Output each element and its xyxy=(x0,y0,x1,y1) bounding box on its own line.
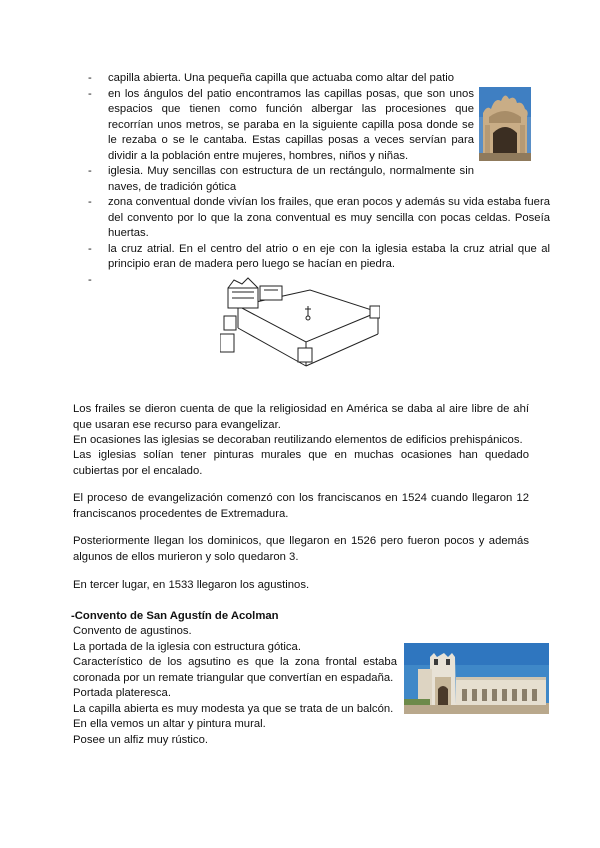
paragraph-franciscanos: El proceso de evangelización comenzó con los franciscanos en 1524 cuando llegaron 12 franciscanos procedentes de Extremadura. xyxy=(73,492,529,520)
bullet-capillas-posas: - en los ángulos del patio encontramos las capillas posas, que son unos espacios que tienen como función albergar las procesiones que recorrían unos metros, se paraba en la siguiente capilla posa donde se le rezaba o se le cantaba. Estas capillas posas a veces servían para dividir a la población entre mujeres, hombres, niños y niñas. xyxy=(88,87,474,165)
section-heading xyxy=(71,609,279,625)
acolman-line: La capilla abierta es muy modesta ya que se trata de un balcón. xyxy=(73,702,394,715)
bullet-cruz-atrial: - la cruz atrial. En el centro del atrio o en eje con la iglesia estaba la cruz atrial que al principio eran de madera pero luego se hacían en piedra. xyxy=(88,242,550,273)
acolman-notes xyxy=(73,624,397,748)
paragraph-dominicos: Posteriormente llegan los dominicos, que llegaron en 1526 pero fueron pocos y además algunos de ellos murieron y solo quedaron 3. xyxy=(73,535,529,563)
acolman-convent-photo xyxy=(404,643,549,714)
bullet-zona-conventual: - zona conventual donde vivían los frailes, que eran pocos y además su vida estaba fuera del convento por lo que la zona conventual es muy sencilla con pocas celdas. Poseía huertas. xyxy=(88,195,550,242)
section-heading-prefix: - xyxy=(71,610,75,622)
paragraph-agustinos: En tercer lugar, en 1533 llegaron los agustinos. xyxy=(73,579,310,591)
acolman-line: En ella vemos un altar y pintura mural. xyxy=(73,718,266,730)
acolman-line: Portada plateresca. xyxy=(73,687,171,699)
acolman-line: La portada de la iglesia con estructura gótica. xyxy=(73,640,301,653)
bullet-list xyxy=(88,71,550,288)
paragraph-pinturas: Las iglesias solían tener pinturas murales que en muchas ocasiones han quedado cubiertas por el encalado. xyxy=(73,449,529,477)
acolman-line: Característico de los agsutino es que la zona frontal estaba coronada por un remate triangular que convertían en espadaña. xyxy=(73,656,397,684)
paragraph-frailes: Los frailes se dieron cuenta de que la religiosidad en América se daba al aire libre de ahí que usaran ese recurso para evangelizar. xyxy=(73,403,529,431)
capilla-posa-photo xyxy=(479,87,531,161)
acolman-line: Posee un alfiz muy rústico. xyxy=(73,733,208,746)
bullet-capilla-abierta: - capilla abierta. Una pequeña capilla que actuaba como altar del patio xyxy=(88,71,550,87)
section-heading-text: Convento de San Agustín de Acolman xyxy=(74,610,279,622)
paragraph-decoracion: En ocasiones las iglesias se decoraban reutilizando elementos de edificios prehispánicos. xyxy=(73,434,523,446)
acolman-line: Convento de agustinos. xyxy=(73,625,192,637)
bullet-iglesia: - iglesia. Muy sencillas con estructura de un rectángulo, normalmente sin naves, de tradición gótica xyxy=(88,164,474,195)
atrium-diagram xyxy=(220,276,380,382)
